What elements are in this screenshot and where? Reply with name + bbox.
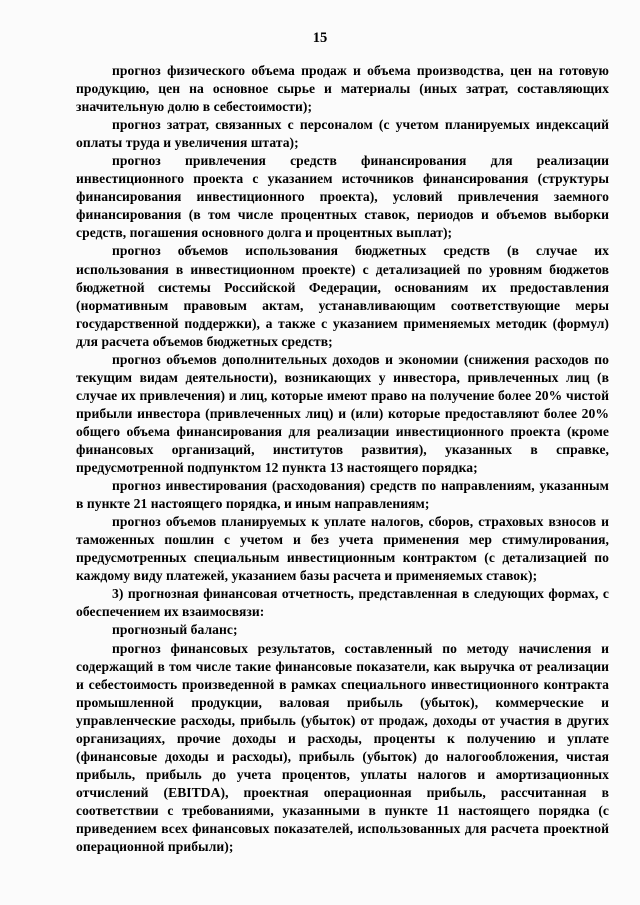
paragraph-additional-income-forecast: прогноз объемов дополнительных доходов и экономии (снижения расходов по текущим видам деятельности), возникающих у инвестора, привлеченных лиц (в случае их привлечения) и лиц, которые имеют право на получение более 20% чистой прибыли инвестора (привлеченных лиц) и (или) которые предоставляют более 20% общего объема финансирования для реализации инвестиционного проекта (кроме финансовых организаций, институтов развития), указанных в справке, предусмотренной подпунктом 12 пункта 13 настоящего порядка; bbox=[76, 351, 609, 476]
paragraph-taxes-forecast: прогноз объемов планируемых к уплате налогов, сборов, страховых взносов и таможенных пошлин с учетом и без учета применения мер стимулирования, предусмотренных специальным инвестиционным контрактом (с детализацией по каждому виду платежей, указанием базы расчета и применяемых ставок); bbox=[76, 514, 609, 584]
paragraph-sales-production-forecast: прогноз физического объема продаж и объема производства, цен на готовую продукцию, цен на основное сырье и материалы (иных затрат, составляющих значительную долю в себестоимости); bbox=[76, 63, 609, 115]
paragraph-investment-spending-forecast: прогноз инвестирования (расходования) средств по направлениям, указанным в пункте 21 настоящего порядка, и иным направлениям; bbox=[76, 478, 609, 512]
page-number: 15 bbox=[312, 30, 328, 46]
paragraph-financial-statements: 3) прогнозная финансовая отчетность, представленная в следующих формах, с обеспечением их взаимосвязи: bbox=[76, 586, 609, 620]
paragraph-forecast-balance: прогнозный баланс; bbox=[112, 622, 238, 638]
paragraph-financial-results-forecast: прогноз финансовых результатов, составленный по методу начисления и содержащий в том числе такие финансовые показатели, как выручка от реализации и себестоимость произведенной в рамках специального инвестиционного контракта промышленной продукции, валовая прибыль (убыток), коммерческие и управленческие расходы, прибыль (убыток) от продаж, доходы от участия в других организациях, прочие доходы и расходы, проценты к получению и уплате (финансовые доходы и расходы), прибыль (убыток) до налогообложения, чистая прибыль, прибыль до учета процентов, уплаты налогов и амортизационных отчислений (EBITDA), проектная операционная прибыль, рассчитанная в соответствии с требованиями, указанными в пункте 11 настоящего порядка (с приведением всех финансовых показателей, использованных для расчета проектной операционной прибыли); bbox=[76, 640, 609, 855]
paragraph-budget-funds-forecast: прогноз объемов использования бюджетных средств (в случае их использования в инвестиционном проекте) с детализацией по уровням бюджетов бюджетной системы Российской Федерации, основаниям их предоставления (нормативным правовым актам, устанавливающим соответствующие меры государственной поддержки), а также с указанием применяемых методик (формул) для расчета объемов бюджетных средств; bbox=[76, 243, 609, 349]
paragraph-financing-forecast: прогноз привлечения средств финансирования для реализации инвестиционного проекта с указанием источников финансирования (структуры финансирования инвестиционного проекта), условий привлечения заемного финансирования (в том числе процентных ставок, периодов и объемов выборки средств, погашения основного долга и процентных выплат); bbox=[76, 153, 609, 241]
paragraph-personnel-costs-forecast: прогноз затрат, связанных с персоналом (с учетом планируемых индексаций оплаты труда и увеличения штата); bbox=[76, 117, 609, 151]
document-body bbox=[76, 62, 609, 856]
